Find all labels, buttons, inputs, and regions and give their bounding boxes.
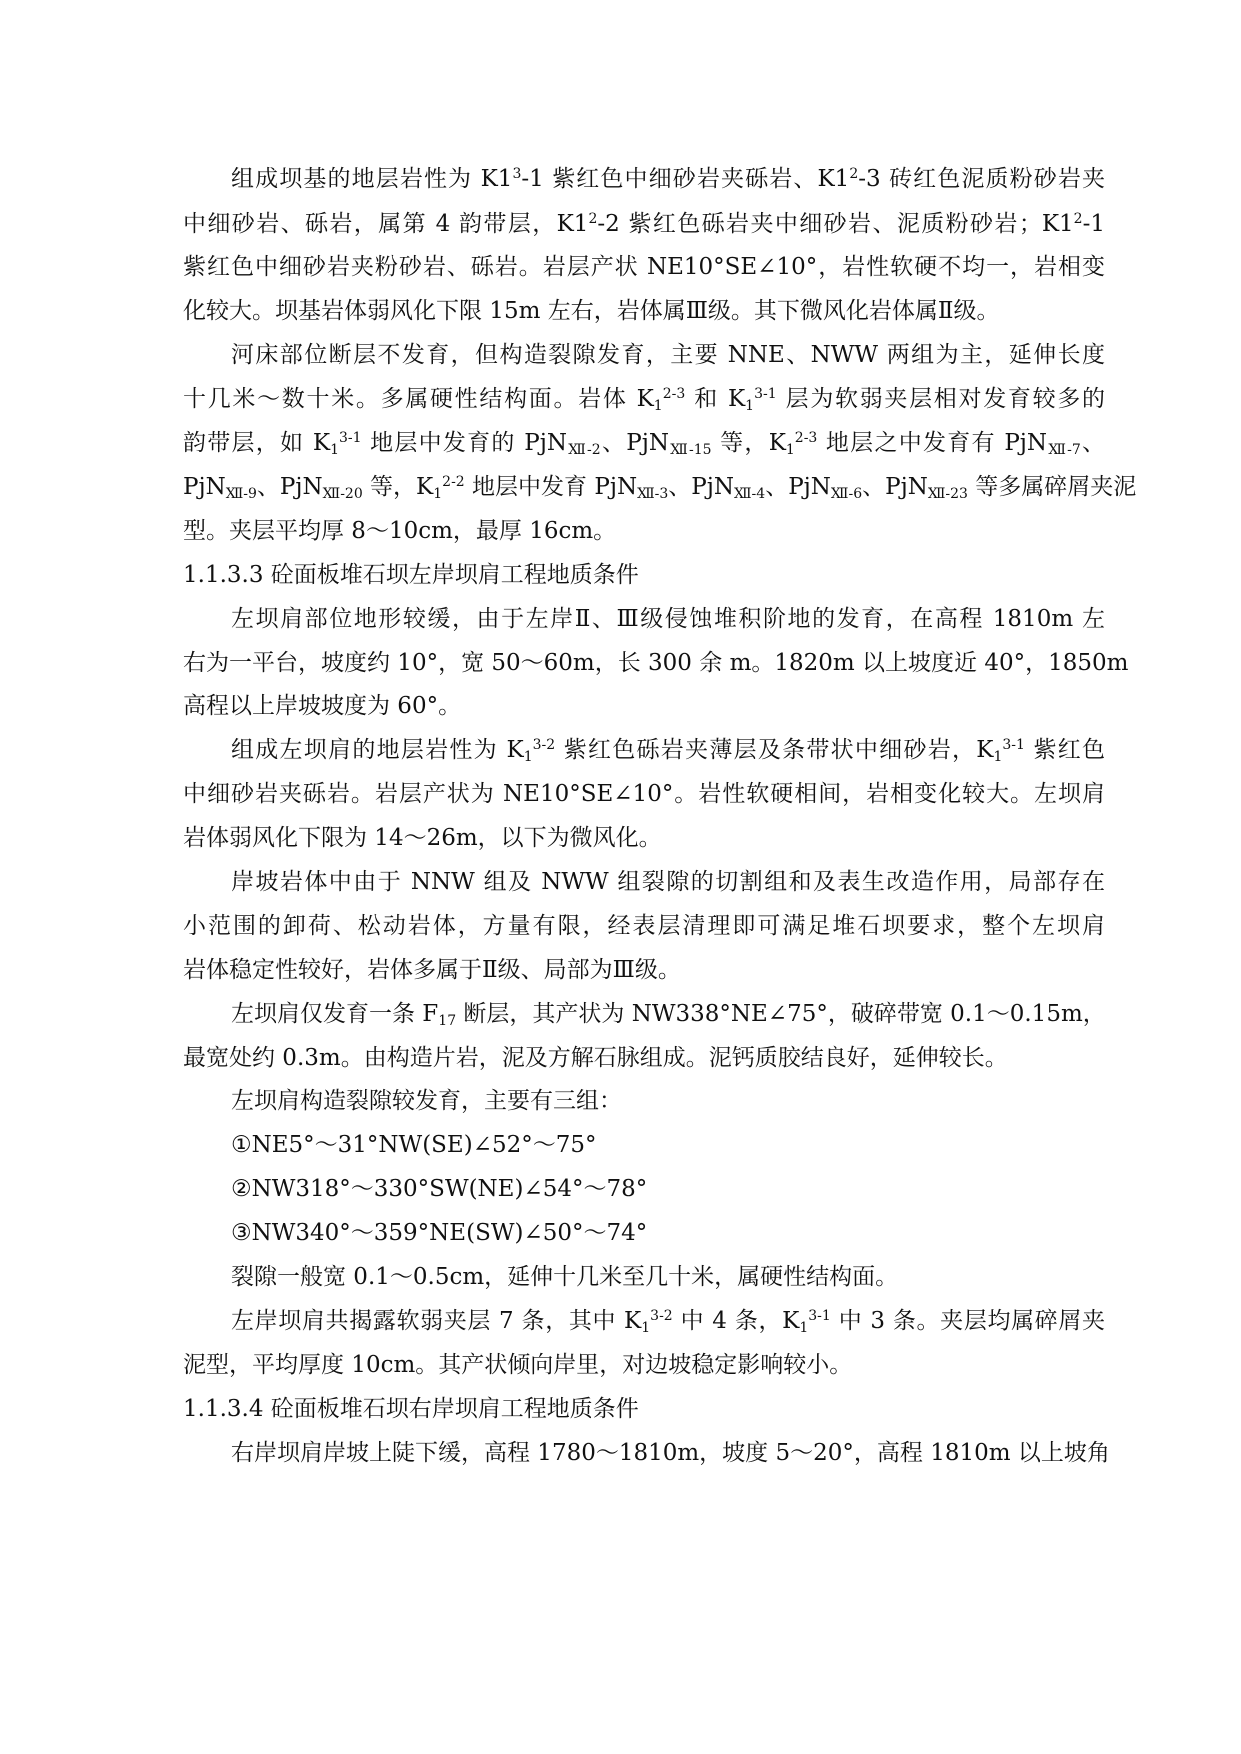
paragraph-line: 泥型，平均厚度 10cm。其产状倾向岸里，对边坡稳定影响较小。 — [183, 1352, 853, 1378]
paragraph-line: 组成坝基的地层岩性为 $K1^3-1$ 紫红色中细砂岩夹砾岩、$K1^2-3$ 砖红色泥质粉砂岩夹 — [231, 166, 1106, 192]
section-heading: 1.1.3.4 砼面板堆石坝右岸坝肩工程地质条件 — [183, 1396, 639, 1422]
paragraph-line: 化较大。坝基岩体弱风化下限 15m 左右，岩体属Ⅲ级。其下微风化岩体属Ⅱ级。 — [183, 298, 1000, 324]
paragraph-line: 中细砂岩夹砾岩。岩层产状为 NE10°SE∠10°。岩性软硬相间，岩相变化较大。左坝肩 — [183, 781, 1105, 807]
list-item: ①NE5°～31°NW(SE)∠52°～75° — [231, 1132, 597, 1158]
paragraph-line: 左坝肩仅发育一条 $F_{17}$ 断层，其产状为 NW338°NE∠75°，破碎带宽 0.1～0.15m， — [231, 1001, 1106, 1029]
paragraph-line: 韵带层，如 $K_1^{3-1}$ 地层中发育的 PjN$_{Ⅻ-2}$、PjN$_{Ⅻ-15}$ 等，$K_1^{2-3}$ 地层之中发育有 PjN$_{Ⅻ-7}$、 — [183, 430, 1106, 458]
paragraph-line: 左坝肩部位地形较缓，由于左岸Ⅱ、Ⅲ级侵蚀堆积阶地的发育，在高程 1810m 左 — [231, 606, 1105, 632]
paragraph-line: 紫红色中细砂岩夹粉砂岩、砾岩。岩层产状 NE10°SE∠10°，岩性软硬不均一，岩相变 — [183, 254, 1105, 280]
paragraph-line: 左坝肩构造裂隙较发育，主要有三组： — [231, 1088, 622, 1114]
list-item: ③NW340°～359°NE(SW)∠50°～74° — [231, 1220, 648, 1246]
paragraph-line: 河床部位断层不发育，但构造裂隙发育，主要 NNE、NWW 两组为主，延伸长度 — [231, 342, 1105, 368]
paragraph-line: 组成左坝肩的地层岩性为 $K_1^{3-2}$ 紫红色砾岩夹薄层及条带状中细砂岩，$K_1^{3-1}$ 紫红色 — [231, 737, 1106, 765]
list-item: ②NW318°～330°SW(NE)∠54°～78° — [231, 1176, 648, 1202]
paragraph-line: 右岸坝肩岸坡上陡下缓，高程 1780～1810m，坡度 5～20°，高程 1810m 以上坡角 — [231, 1440, 1110, 1466]
paragraph-line: 岩体弱风化下限为 14～26m，以下为微风化。 — [183, 825, 662, 851]
paragraph-line: 右为一平台，坡度约 10°，宽 50～60m，长 300 余 m。1820m 以上坡度近 40°，1850m — [183, 650, 1129, 676]
paragraph-line: 十几米～数十米。多属硬性结构面。岩体 $K_1^{2-3}$ 和 $K_1^{3-1}$ 层为软弱夹层相对发育较多的 — [183, 386, 1105, 414]
section-heading: 1.1.3.3 砼面板堆石坝左岸坝肩工程地质条件 — [183, 562, 639, 588]
paragraph-line: 最宽处约 0.3m。由构造片岩，泥及方解石脉组成。泥钙质胶结良好，延伸较长。 — [183, 1045, 1008, 1071]
paragraph-line: 岩体稳定性较好，岩体多属于Ⅱ级、局部为Ⅲ级。 — [183, 957, 681, 983]
paragraph-line: 岸坡岩体中由于 NNW 组及 NWW 组裂隙的切割组和及表生改造作用，局部存在 — [231, 869, 1105, 895]
paragraph-line: 高程以上岸坡坡度为 60°。 — [183, 693, 462, 719]
paragraph-line: 左岸坝肩共揭露软弱夹层 7 条，其中 $K_1^{3-2}$ 中 4 条，$K_1^{3-1}$ 中 3 条。夹层均属碎屑夹 — [231, 1308, 1106, 1336]
paragraph-line: 型。夹层平均厚 8～10cm，最厚 16cm。 — [183, 518, 617, 544]
paragraph-line: 中细砂岩、砾岩，属第 4 韵带层，$K1^2-2$ 紫红色砾岩夹中细砂岩、泥质粉砂岩；$K1^2-1$ — [183, 211, 1105, 237]
paragraph-line: PjN$_{Ⅻ-9}$、PjN$_{Ⅻ-20}$ 等，$K_1^{2-2}$ 地层中发育 PjN$_{Ⅻ-3}$、PjN$_{Ⅻ-4}$、PjN$_{Ⅻ-6}$、PjN$_{Ⅻ-23}$ 等多属碎屑夹泥 — [183, 474, 1137, 502]
paragraph-line: 小范围的卸荷、松动岩体，方量有限，经表层清理即可满足堆石坝要求，整个左坝肩 — [183, 913, 1105, 939]
paragraph-line: 裂隙一般宽 0.1～0.5cm，延伸十几米至几十米，属硬性结构面。 — [231, 1264, 899, 1290]
